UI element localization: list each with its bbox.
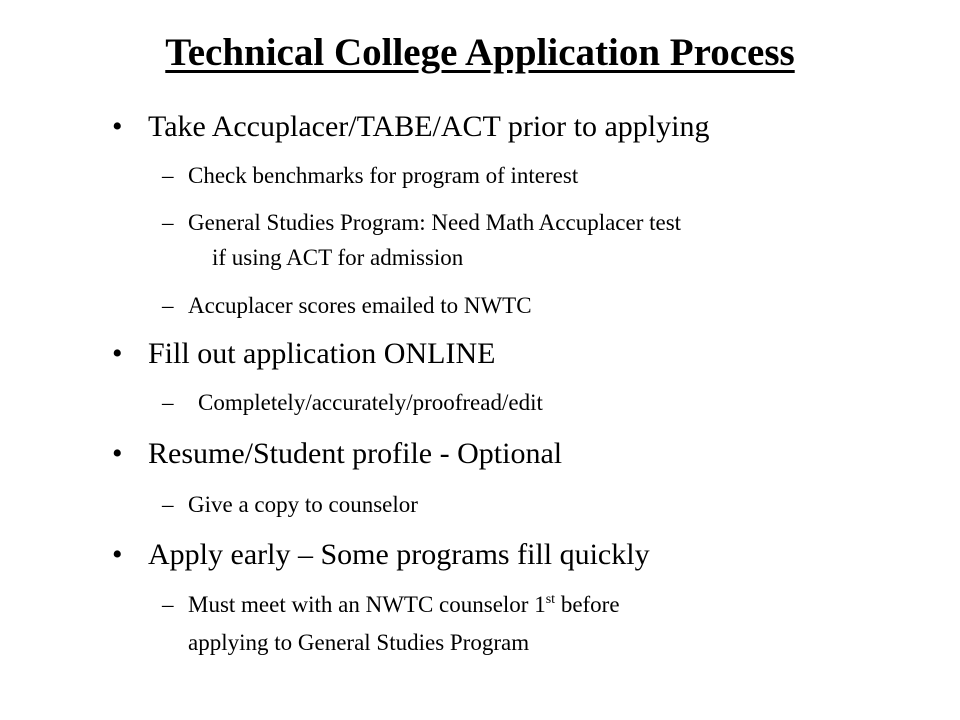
sub-item-text: Check benchmarks for program of interest	[188, 163, 579, 188]
sub-item-text-before: Must meet with an NWTC counselor 1	[188, 592, 546, 617]
dash-icon: –	[162, 293, 174, 318]
bullet-icon: •	[112, 538, 123, 571]
sub-item-text: Completely/accurately/proofread/edit	[198, 390, 543, 415]
bullet-icon: •	[112, 437, 123, 470]
dash-icon: –	[162, 390, 174, 415]
sub-item-text: Accuplacer scores emailed to NWTC	[188, 293, 532, 318]
sub-item-text: General Studies Program: Need Math Accuplacer test	[188, 210, 682, 235]
sub-item-continuation: applying to General Studies Program	[188, 630, 530, 655]
dash-icon: –	[162, 210, 174, 235]
bullet-text: Resume/Student profile - Optional	[148, 437, 563, 470]
bullet-text: Apply early – Some programs fill quickly	[148, 538, 650, 571]
dash-icon: –	[162, 592, 174, 617]
ordinal-superscript: st	[545, 592, 556, 607]
dash-icon: –	[162, 492, 174, 517]
dash-icon: –	[162, 163, 174, 188]
sub-item-text	[188, 592, 620, 618]
bullet-icon: •	[112, 337, 123, 370]
slide-title: Technical College Application Process	[165, 31, 795, 74]
bullet-text: Fill out application ONLINE	[148, 337, 496, 370]
sub-item-continuation: if using ACT for admission	[212, 245, 464, 270]
sub-item-text-after: before	[555, 592, 620, 617]
bullet-text: Take Accuplacer/TABE/ACT prior to applying	[148, 110, 710, 143]
sub-item-text: Give a copy to counselor	[188, 492, 418, 517]
bullet-icon: •	[112, 110, 123, 143]
